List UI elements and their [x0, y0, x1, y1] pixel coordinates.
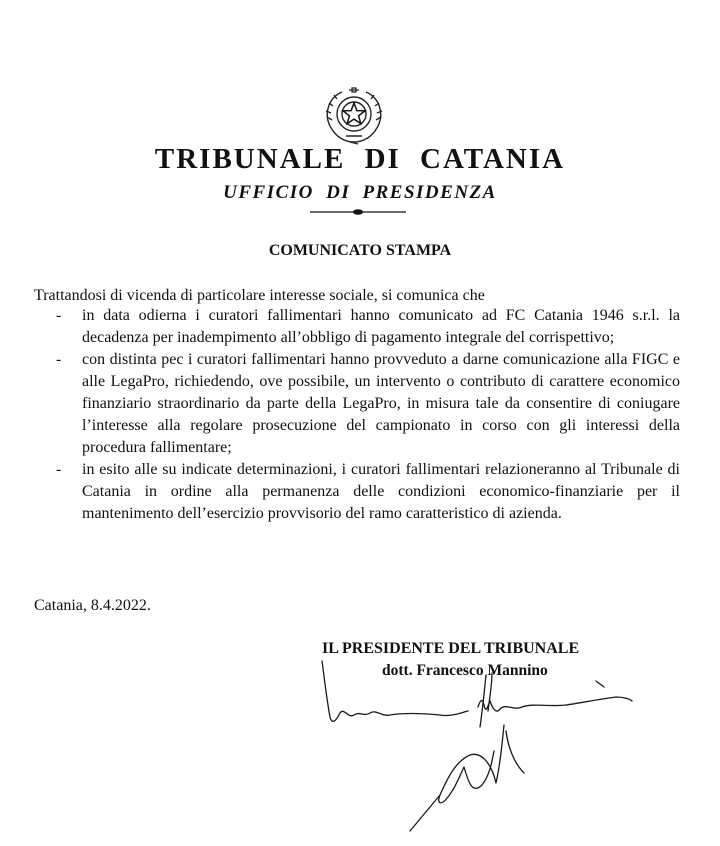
- press-release-title: COMUNICATO STAMPA: [268, 242, 452, 259]
- title-ornament-divider: [310, 205, 406, 219]
- list-bullet: -: [56, 351, 62, 368]
- court-title: TRIBUNALE DI CATANIA: [154, 143, 566, 175]
- list-item-text: in esito alle su indicate determinazioni, i curatori fallimentari relazioneranno al Tribunale di Catania in ordine alla permanenza delle condizioni economico-finanziarie per il mantenimento dell’esercizio provvisorio del ramo caratteristico di azienda.: [82, 461, 680, 522]
- italian-republic-emblem-icon: [322, 86, 386, 148]
- signer-name: dott. Francesco Mannino: [382, 662, 548, 679]
- list-item-text: in data odierna i curatori fallimentari hanno comunicato ad FC Catania 1946 s.r.l. la decadenza per inadempimento all’obbligo di pagamento integrale del corrispettivo;: [82, 307, 680, 346]
- handwritten-signature: [310, 655, 650, 840]
- list-item: [56, 305, 680, 349]
- list-item-text: con distinta pec i curatori fallimentari hanno provveduto a darne comunicazione alla FIGC e alle LegaPro, richiedendo, ove possibile, un intervento o contributo di carattere economico finanziario straordinario da parte della LegaPro, in misura tale da consentire di coniugare l’interesse alla regolare prosecuzione del campionato in corso con gli interessi della procedura fallimentare;: [82, 351, 680, 456]
- list-item: [56, 349, 680, 459]
- signer-role: IL PRESIDENTE DEL TRIBUNALE: [322, 640, 580, 657]
- list-item: [56, 459, 680, 525]
- document-date: Catania, 8.4.2022.: [34, 597, 151, 614]
- list-bullet: -: [56, 461, 62, 478]
- office-title: UFFICIO DI PRESIDENZA: [223, 182, 497, 203]
- list-bullet: -: [56, 307, 62, 324]
- intro-text: Trattandosi di vicenda di particolare interesse sociale, si comunica che: [34, 287, 485, 304]
- communication-list: [0, 305, 720, 525]
